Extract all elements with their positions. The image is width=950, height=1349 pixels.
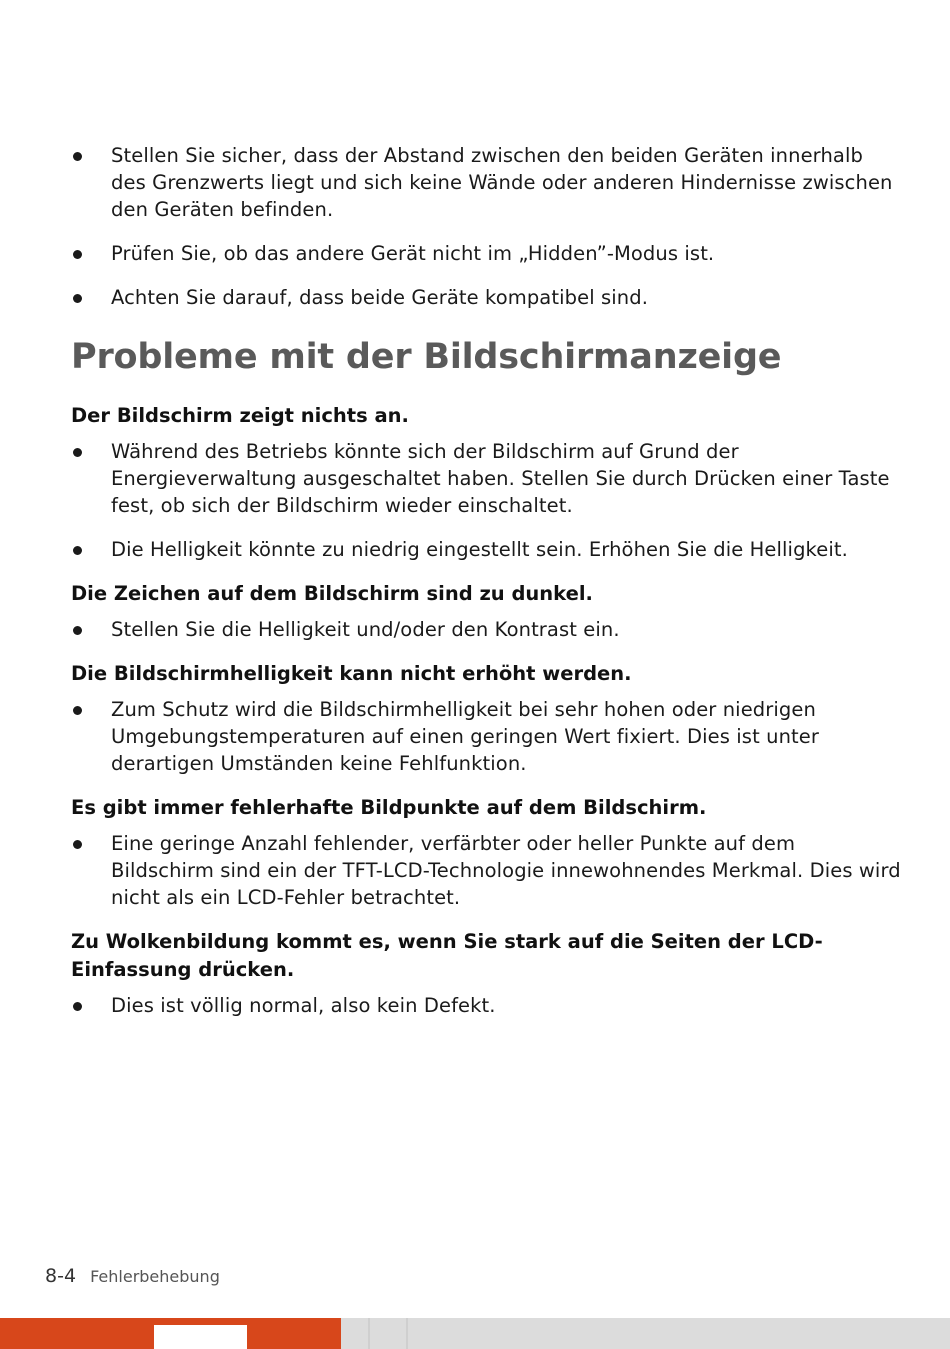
intro-bullet-list [71, 142, 901, 311]
footer-bar-divider [406, 1318, 408, 1349]
page-number: 8-4 [45, 1265, 77, 1287]
page-content [71, 142, 901, 1036]
bullet-icon [73, 294, 82, 303]
bullet-icon [73, 1002, 82, 1011]
list-item: Dies ist völlig normal, also kein Defekt. [71, 992, 901, 1019]
footer-page-tab [154, 1325, 247, 1349]
chapter-label: Fehlerbehebung [90, 1267, 220, 1286]
bullet-icon [73, 152, 82, 161]
issue-heading: Zu Wolkenbildung kommt es, wenn Sie stark auf die Seiten der LCD-Einfassung drücken. [71, 930, 823, 981]
bullet-icon [73, 448, 82, 457]
issue-bullet-list [71, 438, 901, 563]
issue-bullet-list [71, 616, 901, 643]
issue-heading: Die Bildschirmhelligkeit kann nicht erhöht werden. [71, 662, 632, 685]
bullet-icon [73, 546, 82, 555]
list-item: Eine geringe Anzahl fehlender, verfärbter oder heller Punkte auf dem Bildschirm sind ein der TFT-LCD-Technologie innewohnendes Merkmal. Dies wird nicht als ein LCD-Fehler betrachtet. [71, 830, 901, 911]
issue-heading: Es gibt immer fehlerhafte Bildpunkte auf dem Bildschirm. [71, 796, 707, 819]
issue-heading: Die Zeichen auf dem Bildschirm sind zu dunkel. [71, 582, 593, 605]
issue-bullet-list [71, 992, 901, 1019]
section-title: Probleme mit der Bildschirmanzeige [71, 337, 782, 377]
footer-bar-divider [368, 1318, 370, 1349]
page-footer [45, 1265, 220, 1287]
footer-color-bar [0, 1318, 950, 1349]
issue-bullet-list [71, 696, 901, 777]
list-item: Zum Schutz wird die Bildschirmhelligkeit bei sehr hohen oder niedrigen Umgebungstemperaturen auf einen geringen Wert fixiert. Dies ist unter derartigen Umständen keine Fehlfunktion. [71, 696, 901, 777]
list-item: Stellen Sie die Helligkeit und/oder den Kontrast ein. [71, 616, 901, 643]
bullet-icon [73, 250, 82, 259]
list-item: Prüfen Sie, ob das andere Gerät nicht im „Hidden”-Modus ist. [71, 240, 901, 267]
bullet-icon [73, 840, 82, 849]
issue-bullet-list [71, 830, 901, 911]
list-item: Stellen Sie sicher, dass der Abstand zwischen den beiden Geräten innerhalb des Grenzwerts liegt und sich keine Wände oder anderen Hindernisse zwischen den Geräten befinden. [71, 142, 901, 223]
list-item: Die Helligkeit könnte zu niedrig eingestellt sein. Erhöhen Sie die Helligkeit. [71, 536, 901, 563]
issue-heading: Der Bildschirm zeigt nichts an. [71, 404, 409, 427]
bullet-icon [73, 626, 82, 635]
bullet-icon [73, 706, 82, 715]
list-item: Während des Betriebs könnte sich der Bildschirm auf Grund der Energieverwaltung ausgeschaltet haben. Stellen Sie durch Drücken einer Taste fest, ob sich der Bildschirm wieder einschaltet. [71, 438, 901, 519]
list-item: Achten Sie darauf, dass beide Geräte kompatibel sind. [71, 284, 901, 311]
